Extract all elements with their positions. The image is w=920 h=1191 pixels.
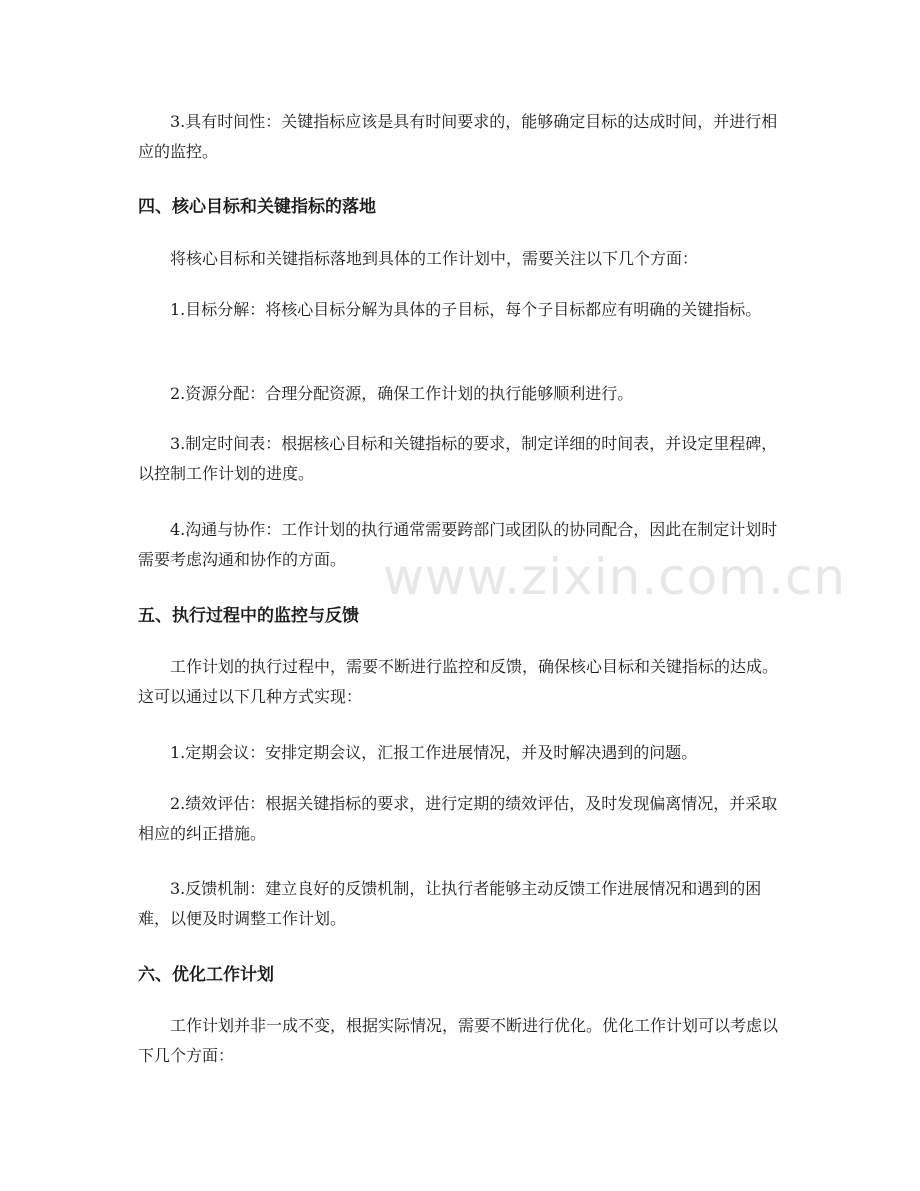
paragraph-performance-evaluation: 2.绩效评估：根据关键指标的要求，进行定期的绩效评估，及时发现偏离情况，并采取相应的纠正措施。	[138, 794, 778, 843]
section-heading-6: 六、优化工作计划	[138, 965, 274, 985]
paragraph-optimization-intro: 工作计划并非一成不变，根据实际情况，需要不断进行优化。优化工作计划可以考虑以下几个方面：	[138, 1016, 779, 1065]
paragraph-goal-breakdown: 1.目标分解：将核心目标分解为具体的子目标，每个子目标都应有明确的关键指标。	[170, 300, 762, 319]
paragraph-regular-meetings: 1.定期会议：安排定期会议，汇报工作进展情况，并及时解决遇到的问题。	[170, 743, 698, 762]
paragraph-timeliness: 3.具有时间性：关键指标应该是具有时间要求的，能够确定目标的达成时间，并进行相应的监控。	[138, 112, 778, 161]
watermark-text: www.zixin.com.cn	[383, 548, 847, 606]
paragraph-communication: 4.沟通与协作：工作计划的执行通常需要跨部门或团队的协同配合，因此在制定计划时需要考虑沟通和协作的方面。	[138, 520, 778, 569]
section-heading-4: 四、核心目标和关键指标的落地	[138, 197, 376, 217]
paragraph-monitoring-intro: 工作计划的执行过程中，需要不断进行监控和反馈，确保核心目标和关键指标的达成。这可以通过以下几种方式实现：	[138, 657, 779, 706]
paragraph-timeline: 3.制定时间表：根据核心目标和关键指标的要求，制定详细的时间表，并设定里程碑，以控制工作计划的进度。	[138, 434, 778, 483]
paragraph-landing-intro: 将核心目标和关键指标落地到具体的工作计划中，需要关注以下几个方面：	[170, 249, 699, 268]
paragraph-feedback-mechanism: 3.反馈机制：建立良好的反馈机制，让执行者能够主动反馈工作进展情况和遇到的困难，以便及时调整工作计划。	[138, 879, 762, 928]
section-heading-5: 五、执行过程中的监控与反馈	[138, 606, 359, 626]
paragraph-resource-allocation: 2.资源分配：合理分配资源，确保工作计划的执行能够顺利进行。	[170, 384, 634, 403]
